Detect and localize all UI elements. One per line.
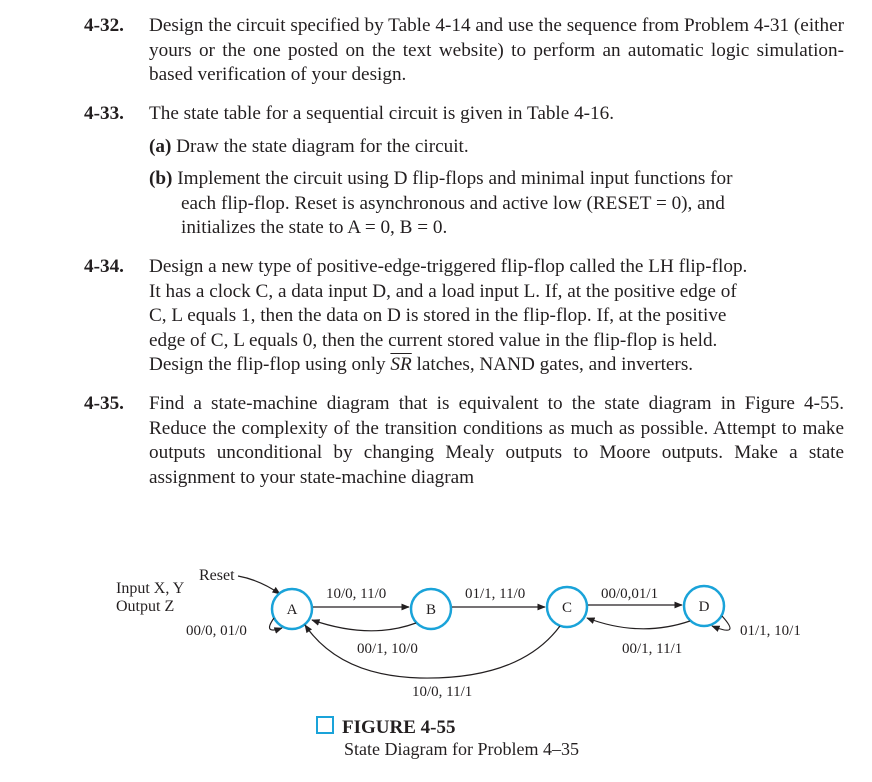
transition-c-d-label: 00/0,01/1: [601, 586, 659, 602]
transition-d-self-label: 01/1, 10/1: [740, 623, 801, 639]
transition-d-c-label: 00/1, 11/1: [622, 641, 683, 657]
caption-square-icon: [316, 716, 334, 734]
output-label: Output Z: [116, 598, 175, 615]
figure-label: FIGURE 4-55: [342, 717, 456, 738]
problem-number: 4-33.: [84, 103, 124, 124]
state-b: [411, 589, 451, 629]
svg-text:B: B: [425, 602, 437, 618]
problem-line: Design a new type of positive-edge-triggered flip-flop called the LH flip-flop.: [149, 256, 748, 277]
reset-arrow: [238, 576, 280, 594]
svg-text:C: C: [561, 600, 573, 616]
part-label: (a): [149, 136, 172, 157]
transition-a-b-label: 10/0, 11/0: [326, 586, 387, 602]
problem-number: 4-35.: [84, 393, 124, 414]
problem-text: Find a state-machine diagram that is equivalent to the state diagram in Figure 4-55. Reduce the complexity of the transition conditions as much as possible. Attempt to make outputs unconditional by changing Mealy outputs to Moore outputs. Make a state assignment to your state-machine diagram: [149, 393, 844, 488]
problem-text: Design the circuit specified by Table 4-14 and use the sequence from Problem 4-31 (either yours or the one posted on the text website) to perform an automatic logic simulation-based verification of your design.: [149, 15, 844, 85]
figure-description: State Diagram for Problem 4–35: [344, 739, 579, 759]
part-label: (b): [149, 168, 173, 189]
part-text: Draw the state diagram for the circuit.: [176, 136, 469, 157]
figure-caption: [316, 716, 455, 739]
input-label: Input X, Y: [116, 580, 185, 597]
state-d: [684, 586, 724, 626]
problem-line: Design the flip-flop using only $\overline{S}\overline{R}$ latches, NAND gates, and inverters.: [149, 354, 694, 375]
problem-number: 4-32.: [84, 15, 124, 36]
transition-a-self-label: 00/0, 01/0: [186, 623, 247, 639]
transition-c-a: [305, 625, 560, 678]
transition-b-c-label: 01/1, 11/0: [465, 586, 526, 602]
svg-text:A: A: [286, 602, 298, 618]
part-text-line1: Implement the circuit using D flip-flops and minimal input functions for: [177, 168, 733, 189]
reset-label: Reset: [199, 567, 235, 584]
transition-c-a-label: 10/0, 11/1: [412, 684, 473, 700]
problem-number: 4-34.: [84, 256, 124, 277]
problem-text: The state table for a sequential circuit is given in Table 4-16.: [149, 103, 615, 124]
state-c: [547, 587, 587, 627]
svg-text:D: D: [698, 599, 710, 615]
state-a: [272, 589, 312, 629]
problem-line: edge of C, L equals 0, then the current stored value in the flip-flop is held.: [149, 329, 718, 351]
part-text-line3: initializes the state to A = 0, B = 0.: [181, 217, 448, 238]
transition-d-c: [587, 618, 690, 629]
problem-line: It has a clock C, a data input D, and a load input L. If, at the positive edge of: [149, 280, 737, 302]
problem-line: C, L equals 1, then the data on D is stored in the flip-flop. If, at the positive: [149, 305, 727, 326]
part-text-line2: each flip-flop. Reset is asynchronous and active low (RESET = 0), and: [181, 192, 725, 214]
transition-b-a: [312, 620, 416, 631]
transition-b-a-label: 00/1, 10/0: [357, 641, 418, 657]
